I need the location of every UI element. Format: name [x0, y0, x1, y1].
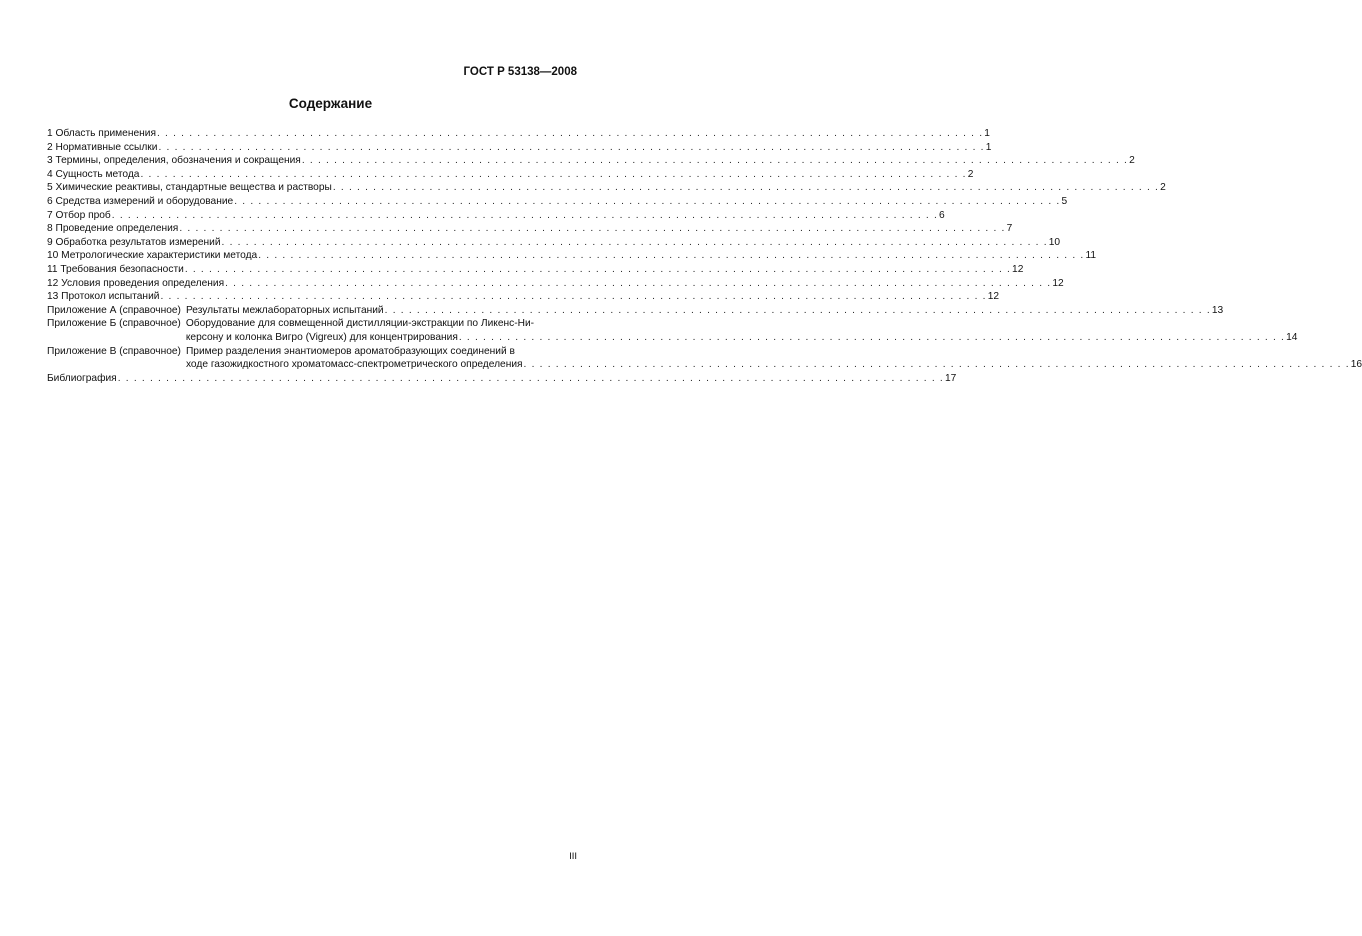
toc-entry-label: 2 Нормативные ссылки	[47, 141, 158, 153]
toc-entry[interactable]	[47, 127, 990, 141]
toc-entry-page: 12	[987, 291, 1000, 303]
toc-entry-page: 1	[984, 128, 990, 139]
toc-entry[interactable]	[47, 236, 1061, 250]
toc-entry-label: 3 Термины, определения, обозначения и сокращения	[47, 155, 301, 167]
toc-entry-label: 13 Протокол испытаний	[47, 291, 160, 303]
dot-leader	[459, 331, 1285, 345]
toc-entry-page: 12	[1052, 277, 1064, 289]
appendix-title-line: Результаты межлабораторных испытаний	[185, 304, 384, 316]
toc-entry-label: 11 Требования безопасности	[47, 263, 184, 275]
toc-appendices	[47, 304, 1362, 372]
toc-entry-label: 8 Проведение определения	[47, 223, 179, 235]
dot-leader	[333, 181, 1159, 195]
appendix-title-line: Оборудование для совмещенной дистилляции-экстракции по Ликенс-Ни-	[185, 318, 535, 330]
appendix-page: 16	[1350, 359, 1362, 371]
dot-leader	[524, 358, 1350, 372]
dot-leader	[385, 304, 1211, 318]
dot-leader	[225, 277, 1051, 291]
table-of-contents	[47, 127, 1362, 385]
toc-entry[interactable]	[47, 222, 1013, 236]
appendix-page: 13	[1211, 304, 1224, 316]
appendix-prefix: Приложение А (справочное)	[47, 304, 181, 316]
dot-leader	[302, 154, 1128, 168]
toc-entry-label: 5 Химические реактивы, стандартные вещества и растворы	[47, 182, 332, 194]
toc-entry-label: 1 Область применения	[47, 128, 156, 139]
appendix-prefix: Приложение Б (справочное)	[47, 318, 181, 330]
toc-entry-label: 12 Условия проведения определения	[47, 277, 225, 289]
toc-appendix[interactable]	[47, 317, 1298, 344]
toc-entry-page: 10	[1048, 236, 1061, 248]
toc-entry-page: 5	[1061, 195, 1068, 207]
toc-appendix[interactable]	[47, 304, 1224, 318]
appendix-title-line: ходе газожидкостного хроматомасс-спектрометрического определения	[185, 359, 523, 371]
toc-entry[interactable]	[47, 290, 1000, 304]
toc-entry-page: 2	[1160, 182, 1166, 194]
dot-leader	[234, 195, 1060, 209]
toc-entry[interactable]	[47, 154, 1135, 168]
toc-entry-page: 12	[1012, 263, 1024, 275]
standard-code: ГОСТ Р 53138—2008	[463, 66, 577, 78]
appendix-body	[186, 304, 1223, 318]
toc-entry-label: 9 Обработка результатов измерений	[47, 236, 221, 248]
toc-entries	[47, 127, 1166, 304]
toc-entry-label: Библиография	[47, 372, 117, 384]
toc-entry-page: 6	[939, 209, 945, 221]
toc-appendix[interactable]	[47, 345, 1362, 372]
appendix-body	[186, 345, 1362, 372]
dot-leader	[157, 127, 983, 141]
toc-entry-page: 2	[1129, 155, 1135, 167]
dot-leader	[112, 209, 938, 223]
toc-entry-label: 4 Сущность метода	[47, 168, 140, 180]
toc-entry[interactable]	[47, 209, 945, 223]
appendix-title-line: керсону и колонка Вигро (Vigreux) для концентрирования	[185, 331, 458, 343]
toc-entry[interactable]	[47, 141, 992, 155]
toc-entry[interactable]	[47, 195, 1068, 209]
dot-leader	[160, 290, 986, 304]
appendix-prefix: Приложение В (справочное)	[47, 345, 181, 357]
toc-entry-page: 1	[985, 141, 992, 153]
toc-entry-page: 11	[1085, 250, 1097, 262]
toc-entry[interactable]	[47, 168, 974, 182]
page-number: III	[569, 851, 577, 862]
toc-entry[interactable]	[47, 181, 1166, 195]
appendix-body	[186, 317, 1298, 344]
toc-entry-page: 17	[944, 372, 957, 384]
toc-entry-bibliography[interactable]	[47, 372, 957, 386]
toc-entry-page: 7	[1006, 223, 1013, 235]
dot-leader	[140, 168, 966, 182]
toc-entry-label: 10 Метрологические характеристики метода	[47, 250, 258, 262]
toc-entry[interactable]	[47, 249, 1097, 263]
appendix-title-line: Пример разделения энантиомеров ароматобразующих соединений в	[185, 345, 515, 357]
appendix-page: 14	[1286, 331, 1298, 343]
toc-entry-label: 7 Отбор проб	[47, 209, 111, 221]
toc-title: Содержание	[288, 96, 373, 111]
toc-entry[interactable]	[47, 263, 1024, 277]
toc-entry-label: 6 Средства измерений и оборудование	[47, 195, 234, 207]
dot-leader	[222, 236, 1048, 250]
dot-leader	[158, 141, 984, 155]
dot-leader	[185, 263, 1011, 277]
dot-leader	[118, 372, 944, 386]
toc-entry[interactable]	[47, 277, 1064, 291]
toc-entry-page: 2	[967, 168, 974, 180]
dot-leader	[179, 222, 1005, 236]
dot-leader	[258, 249, 1084, 263]
